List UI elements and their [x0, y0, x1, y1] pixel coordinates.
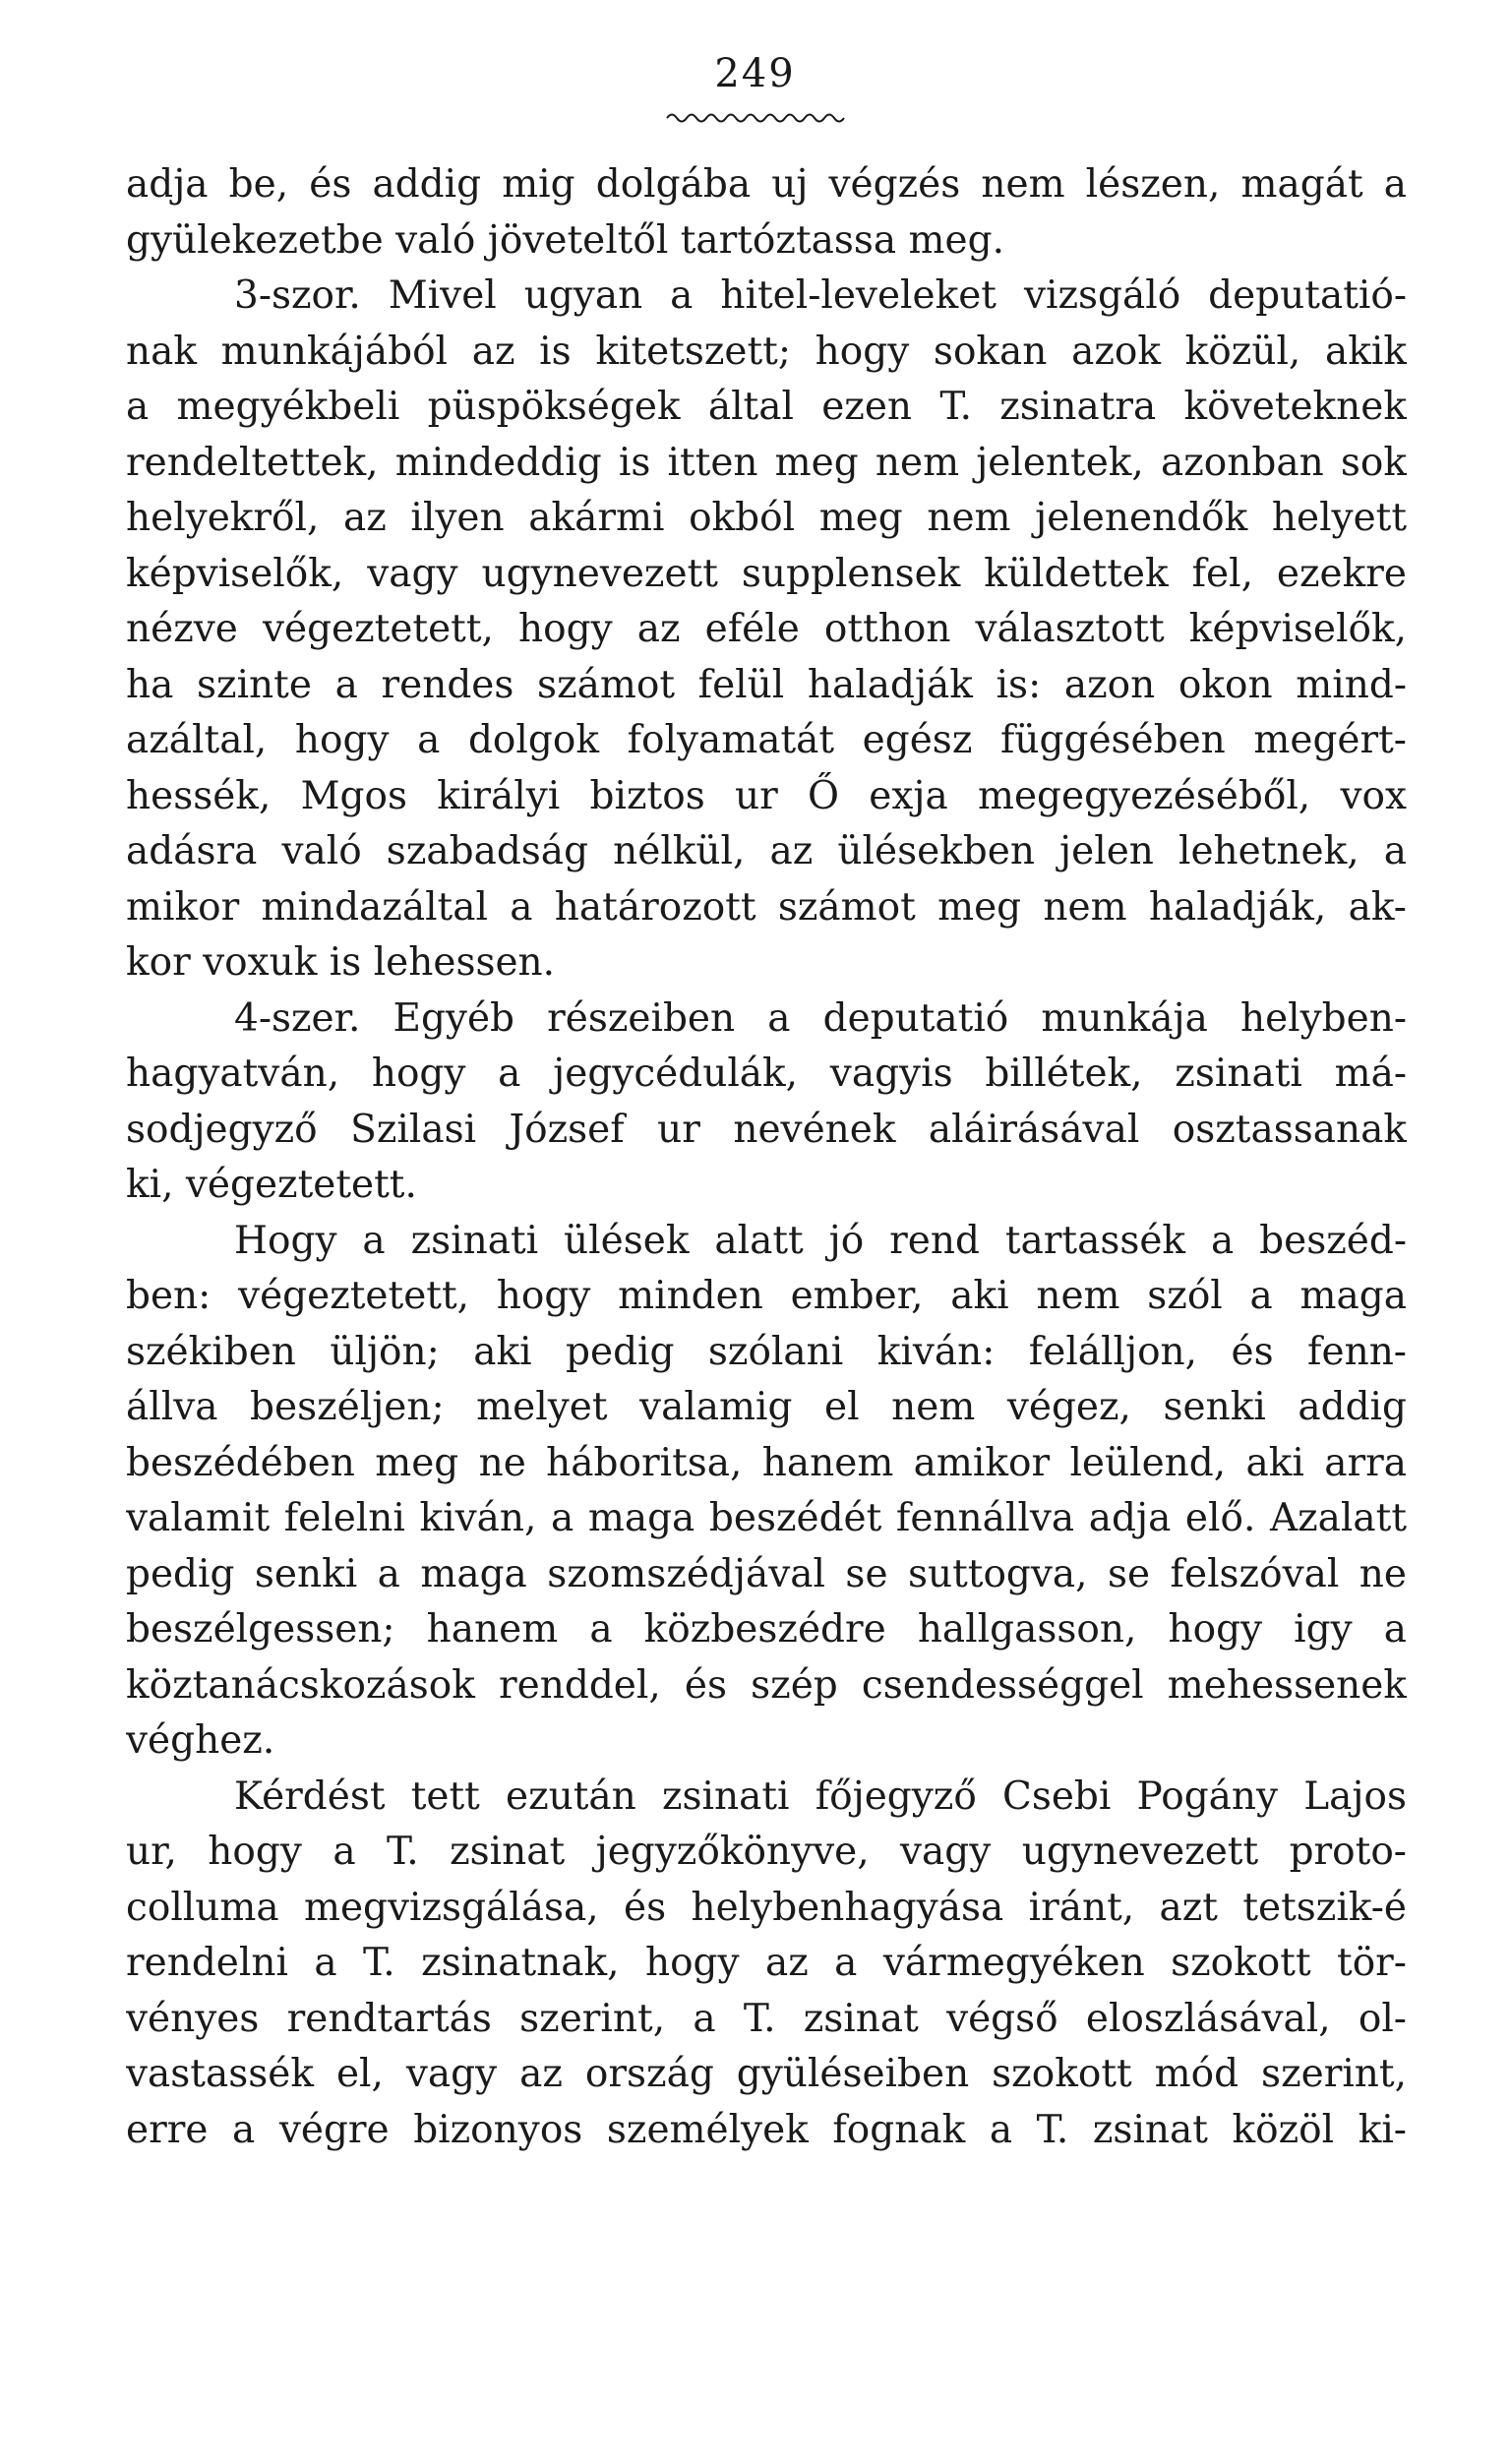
text-line: hagyatván, hogy a jegycédulák, vagyis billétek, zsinati má- [126, 1052, 1407, 1096]
text-line: Hogy a zsinati ülések alatt jó rend tartassék a beszéd- [234, 1218, 1407, 1263]
text-line: colluma megvizsgálása, és helybenhagyása iránt, azt tetszik-é [126, 1885, 1407, 1930]
text-line: adja be, és addig mig dolgába uj végzés nem lészen, magát a [126, 162, 1407, 207]
text-line: állva beszéljen; melyet valamig el nem végez, senki addig [126, 1385, 1407, 1429]
text-line: ki, végeztetett. [126, 1163, 417, 1207]
text-line: gyülekezetbe való jöveteltől tartóztassa meg. [126, 217, 1004, 263]
text-line: vényes rendtartás szerint, a T. zsinat végső eloszlásával, ol- [126, 1996, 1407, 2041]
text-line: kor voxuk is lehessen. [126, 940, 556, 985]
text-line: rendeltettek, mindeddig is itten meg nem jelentek, azonban sok [126, 440, 1407, 485]
text-line: ur, hogy a T. zsinat jegyzőkönyve, vagy ugynevezett proto- [126, 1830, 1407, 1874]
page-number: 249 [714, 51, 796, 96]
body-text [126, 157, 1407, 2158]
text-line: nézve végeztetett, hogy az eféle otthon választott képviselők, [126, 607, 1407, 651]
text-line: hessék, Mgos királyi biztos ur Ő exja megegyezéséből, vox [126, 773, 1407, 818]
text-line: sodjegyző Szilasi József ur nevének aláirásával osztassanak [126, 1107, 1407, 1152]
text-line: rendelni a T. zsinatnak, hogy az a vármegyéken szokott tör- [126, 1941, 1407, 1985]
text-line: Kérdést tett ezután zsinati főjegyző Csebi Pogány Lajos [234, 1773, 1407, 1819]
text-line: beszélgessen; hanem a közbeszédre hallgasson, hogy igy a [126, 1607, 1407, 1652]
text-line: a megyékbeli püspökségek által ezen T. zsinatra követeknek [126, 385, 1407, 429]
text-line: ben: végeztetett, hogy minden ember, aki nem szól a maga [126, 1274, 1407, 1318]
text-line: székiben üljön; aki pedig szólani kiván: felálljon, és fenn- [126, 1329, 1407, 1374]
text-line: adásra való szabadság nélkül, az ülésekben jelen lehetnek, a [126, 829, 1407, 873]
text-line: ha szinte a rendes számot felül haladják is: azon okon mind- [126, 662, 1407, 707]
text-line: vastassék el, vagy az ország gyüléseiben szokott mód szerint, [126, 2052, 1407, 2096]
text-line: 4-szer. Egyéb részeiben a deputatió munkája helyben- [234, 995, 1407, 1041]
text-line: mikor mindazáltal a határozott számot meg nem haladják, ak- [126, 884, 1407, 930]
text-line: erre a végre bizonyos személyek fognak a T. zsinat közöl ki- [126, 2107, 1407, 2152]
text-line: azáltal, hogy a dolgok folyamatát egész függésében megért- [126, 718, 1407, 762]
text-line: valamit felelni kiván, a maga beszédét fennállva adja elő. Azalatt [126, 1496, 1407, 1540]
text-line: beszédében meg ne háboritsa, hanem amikor leülend, aki arra [126, 1440, 1407, 1485]
text-line: véghez. [126, 1718, 275, 1763]
text-line: nak munkájából az is kitetszett; hogy sokan azok közül, akik [126, 329, 1407, 374]
text-line: helyekről, az ilyen akármi okból meg nem jelenendők helyett [126, 496, 1407, 540]
wavy-rule-ornament [665, 110, 852, 126]
text-line: képviselők, vagy ugynevezett supplensek küldettek fel, ezekre [126, 551, 1407, 596]
text-line: 3-szor. Mivel ugyan a hitel-leveleket vizsgáló deputatió- [234, 273, 1407, 318]
text-line: pedig senki a maga szomszédjával se suttogva, se felszóval ne [126, 1551, 1407, 1596]
text-line: köztanácskozások renddel, és szép csendességgel mehessenek [126, 1662, 1407, 1708]
